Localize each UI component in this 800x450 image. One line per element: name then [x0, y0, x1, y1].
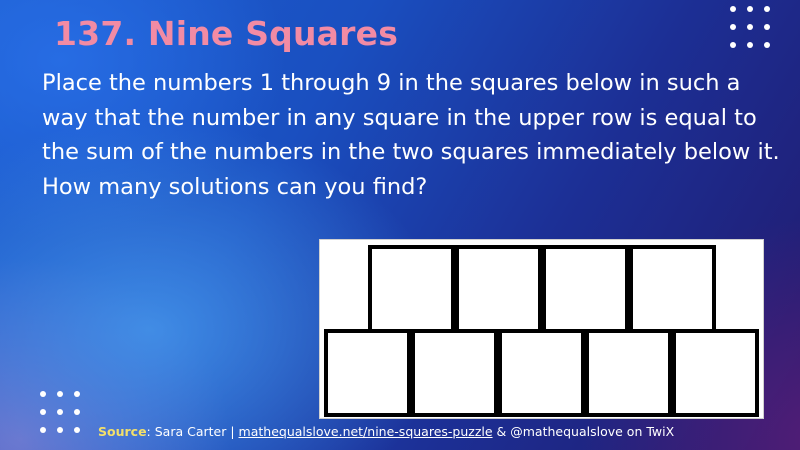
bottom-square-2: [411, 329, 498, 417]
top-square-3: [542, 245, 629, 333]
source-author: Sara Carter: [154, 424, 227, 439]
source-link[interactable]: mathequalslove.net/nine-squares-puzzle: [238, 424, 493, 439]
source-credit: [98, 424, 674, 439]
bottom-square-1: [324, 329, 411, 417]
source-separator: :: [146, 424, 155, 439]
source-suffix: & @mathequalslove on TwiX: [492, 424, 675, 439]
top-square-2: [455, 245, 542, 333]
source-label: Source: [98, 424, 147, 439]
bottom-square-5: [672, 329, 759, 417]
bottom-square-4: [585, 329, 672, 417]
slide-title: 137. Nine Squares: [54, 14, 399, 53]
puzzle-description: Place the numbers 1 through 9 in the squares below in such a way that the number in any square in the upper row is equal to the sum of the numbers in the two squares immediately below it. How many solutions can you find?: [42, 70, 780, 200]
decorative-dots-top-right: [730, 6, 770, 48]
decorative-dots-bottom-left: [40, 391, 80, 433]
source-divider: |: [226, 424, 239, 439]
top-square-4: [629, 245, 716, 333]
bottom-square-3: [498, 329, 585, 417]
puzzle-diagram: [319, 239, 764, 419]
top-square-1: [368, 245, 455, 333]
